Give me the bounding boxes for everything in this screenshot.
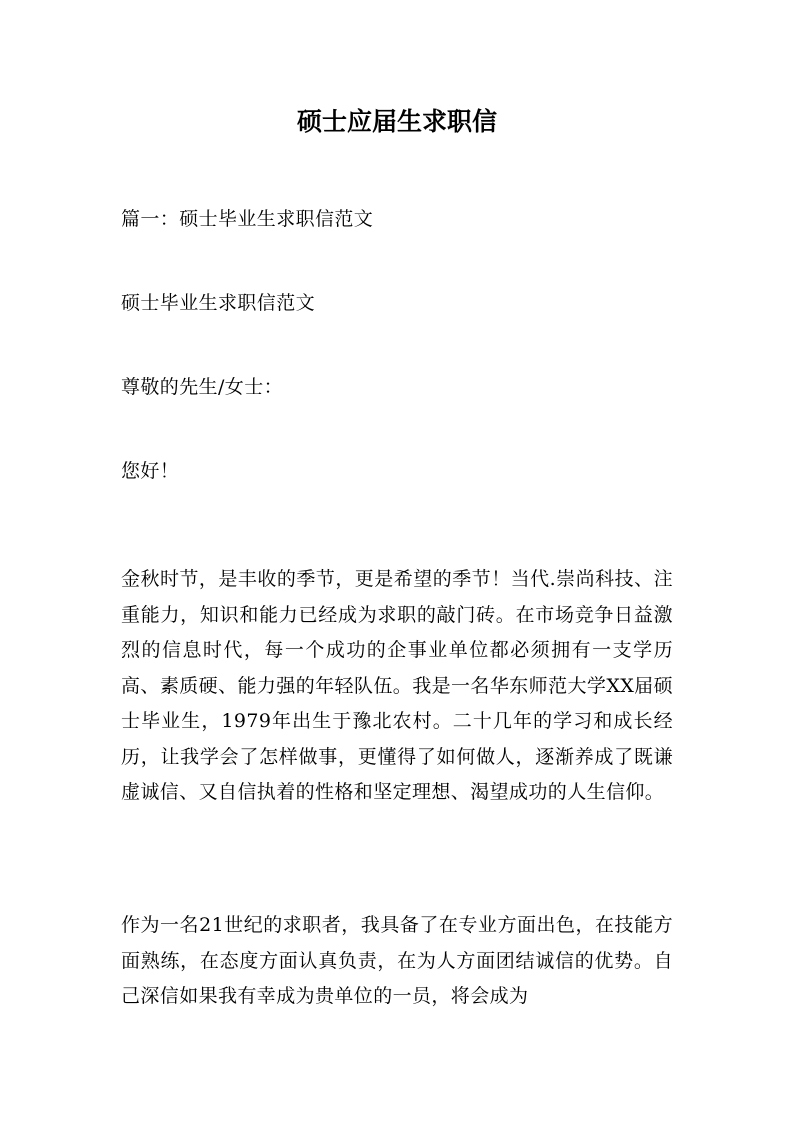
greeting: 您好！ bbox=[121, 460, 180, 482]
section-heading: 篇一：硕士毕业生求职信范文 bbox=[121, 208, 374, 230]
body-paragraph-1: 金秋时节，是丰收的季节，更是希望的季节！当代.崇尚科技、注重能力，知识和能力已经成为求职的敲门砖。在市场竞争日益激烈的信息时代，每一个成功的企事业单位都必须拥有一支学历高、素质硬、能力强的年轻队伍。我是一名华东师范大学XX届硕士毕业生，1979年出生于豫北农村。二十几年的学习和成长经历，让我学会了怎样做事，更懂得了如何做人，逐渐养成了既谦虚诚信、又自信执着的性格和坚定理想、渴望成功的人生信仰。 bbox=[121, 568, 673, 803]
body-paragraph-2: 作为一名21世纪的求职者，我具备了在专业方面出色，在技能方面熟练，在态度方面认真负责，在为人方面团结诚信的优势。自己深信如果我有幸成为贵单位的一员，将会成为 bbox=[121, 914, 673, 1007]
salutation: 尊敬的先生/女士： bbox=[121, 376, 284, 398]
document-title: 硕士应届生求职信 bbox=[296, 107, 497, 136]
letter-subtitle: 硕士毕业生求职信范文 bbox=[121, 292, 316, 314]
